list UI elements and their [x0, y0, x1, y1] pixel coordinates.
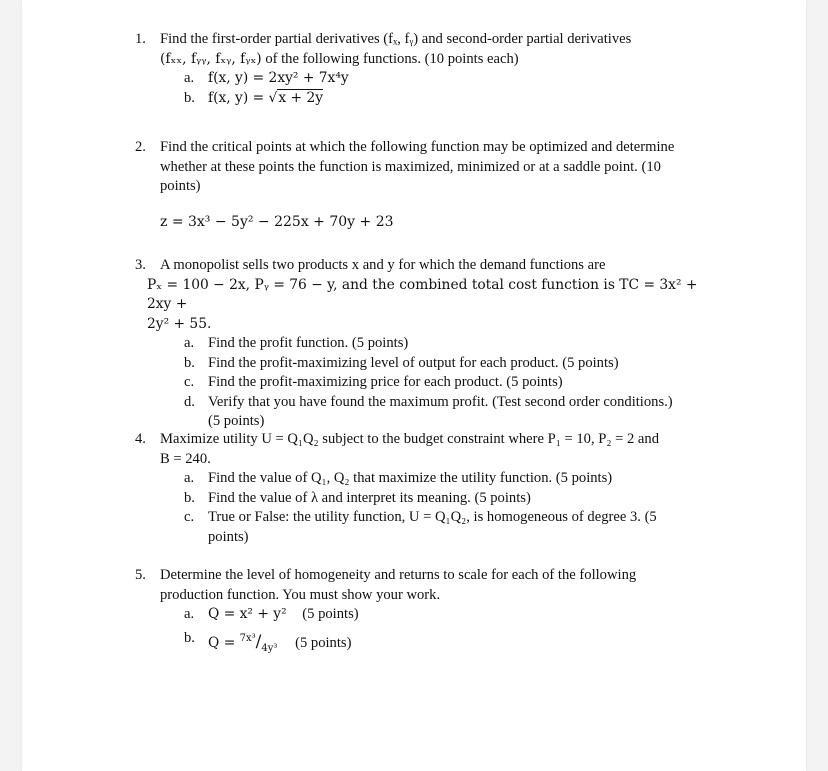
question-line-text: of the following functions. (10 points each) [261, 50, 519, 67]
sub-text-cont: (5 points) [208, 413, 265, 429]
math-expression: (fₓₓ, fᵧᵧ, fₓᵧ, fᵧₓ) [160, 50, 262, 67]
sub-question-d [184, 393, 715, 432]
sub-text-cont: points) [208, 528, 249, 545]
question-line: Find the first-order partial derivatives (fₓ, fᵧ) and second-order partial derivatives [160, 31, 632, 47]
sub-text: Verify that you have found the maximum profit. (Test second order conditions.) [208, 393, 673, 410]
points-label: (5 points) [295, 634, 352, 651]
sub-text: Find the profit-maximizing price for each product. (5 points) [208, 374, 563, 390]
math-expression: Q = x² + y² [208, 606, 287, 622]
sub-question-b [184, 354, 715, 374]
sub-question-a [184, 605, 715, 625]
sub-questions [184, 334, 715, 432]
radicand: x + 2y [278, 89, 324, 106]
sub-label: b. [184, 489, 195, 506]
sub-label: a. [184, 470, 195, 486]
math-expression: f(x, y) = √ [208, 89, 278, 106]
sub-label: b. [184, 89, 195, 106]
sub-label: a. [184, 70, 195, 86]
question-line: A monopolist sells two products x and y for which the demand functions are [160, 257, 606, 273]
question-text [160, 30, 715, 69]
sub-text: Find the value of λ and interpret its meaning. (5 points) [208, 489, 531, 506]
question-line: Find the critical points at which the following function may be optimized and determine [160, 139, 675, 155]
question-number: 2. [135, 139, 146, 155]
sub-label: c. [184, 374, 195, 390]
question-text [160, 430, 715, 469]
sub-label: a. [184, 335, 195, 351]
sub-question-a [184, 469, 715, 489]
question-number: 5. [135, 567, 146, 583]
question-line: points) [160, 178, 201, 194]
question-text-cont [147, 276, 715, 335]
sub-label: c. [184, 509, 195, 525]
question-number: 3. [135, 257, 146, 273]
sub-label: b. [184, 354, 195, 371]
question-text [160, 138, 715, 197]
sub-question-b [184, 89, 715, 109]
question-4 [135, 430, 715, 547]
question-line [160, 50, 715, 70]
points-label: (5 points) [302, 606, 359, 622]
fraction-denominator: 4y³ [261, 642, 278, 654]
sub-question-a [184, 334, 715, 354]
question-2 [135, 138, 715, 197]
question-number: 1. [135, 31, 146, 47]
math-expression: Q = [208, 634, 240, 651]
sub-question-a [184, 69, 715, 89]
question-5 [135, 566, 715, 658]
sub-question-b [184, 629, 715, 659]
sub-questions [184, 469, 715, 547]
fraction-slash: / [255, 631, 262, 652]
question-number: 4. [135, 431, 146, 447]
sub-question-b [184, 489, 715, 509]
question-line: 2y² + 55. [147, 315, 212, 332]
question-text [160, 566, 715, 605]
sub-label: a. [184, 606, 195, 622]
sub-text: Find the profit-maximizing level of output for each product. (5 points) [208, 354, 619, 371]
question-1 [135, 30, 715, 108]
sub-label: d. [184, 393, 195, 410]
fraction-numerator: 7x³ [239, 632, 256, 644]
math-expression: f(x, y) = 2xy² + 7x⁴y [208, 70, 349, 86]
question-line: Pₓ = 100 − 2x, Pᵧ = 76 − y, and the combined total cost function is TC = 3x² + 2xy + [147, 276, 698, 312]
question-3 [135, 256, 715, 432]
question-line: B = 240. [160, 450, 211, 467]
sub-text: True or False: the utility function, U = Q₁Q₂, is homogeneous of degree 3. (5 [208, 509, 657, 525]
sub-question-c [184, 373, 715, 393]
sub-question-c [184, 508, 715, 547]
question-line: whether at these points the function is maximized, minimized or at a saddle point. (10 [160, 158, 661, 175]
question-line: Maximize utility U = Q₁Q₂ subject to the budget constraint where P₁ = 10, P₂ = 2 and [160, 431, 659, 447]
sub-text: Find the profit function. (5 points) [208, 335, 409, 351]
question-line: Determine the level of homogeneity and returns to scale for each of the following [160, 567, 637, 583]
sub-text: Find the value of Q₁, Q₂ that maximize the utility function. (5 points) [208, 470, 613, 486]
sub-label: b. [184, 629, 195, 646]
question-text [160, 256, 715, 276]
document-page [22, 0, 806, 771]
sub-questions [184, 605, 715, 658]
sub-questions [184, 69, 715, 108]
question-line: production function. You must show your work. [160, 586, 441, 603]
equation: z = 3x³ − 5y² − 225x + 70y + 23 [160, 214, 394, 230]
